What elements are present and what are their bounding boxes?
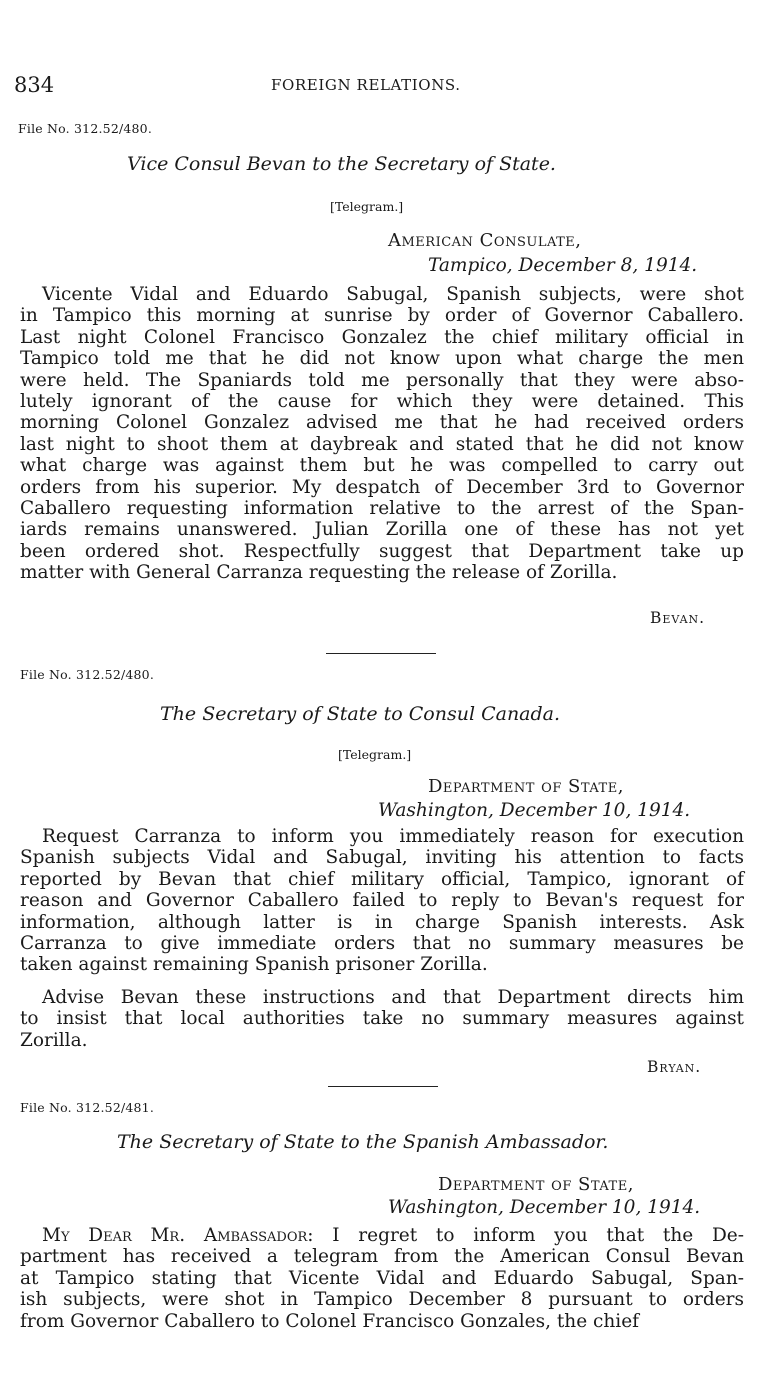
text-line: what charge was against them but he was compelled to carry out: [20, 455, 744, 477]
doc3-file-number: File No. 312.52/481.: [20, 1100, 155, 1115]
doc1-body: [20, 284, 744, 584]
text-line: Vicente Vidal and Eduardo Sabugal, Spanish subjects, were shot: [42, 284, 744, 305]
doc3-place: Department of State,: [438, 1174, 634, 1195]
doc1-title: Vice Consul Bevan to the Secretary of State.: [127, 153, 556, 175]
text-line: taken against remaining Spanish prisoner Zorilla.: [20, 954, 488, 976]
page-number: 834: [14, 73, 55, 97]
doc3-body-line: I regret to inform you that the De-: [332, 1225, 744, 1246]
doc3-salutation: My Dear Mr. Ambassador:: [42, 1225, 314, 1246]
text-line: from Governor Caballero to Colonel Francisco Gonzales, the chief: [20, 1310, 640, 1332]
doc2-place: Department of State,: [428, 776, 624, 797]
text-line: Last night Colonel Francisco Gonzalez the chief military official in: [20, 326, 744, 348]
text-line: morning Colonel Gonzalez advised me that he had received orders: [20, 412, 744, 434]
text-line: Request Carranza to inform you immediately reason for execution: [42, 826, 744, 847]
text-line: orders from his superior. My despatch of December 3rd to Governor: [20, 476, 744, 498]
doc1-place: American Consulate,: [388, 230, 582, 251]
doc2-body-paragraph-2: [20, 987, 744, 1051]
doc2-signature: Bryan.: [647, 1058, 702, 1076]
doc1-date: Tampico, December 8, 1914.: [428, 255, 698, 276]
text-line: reported by Bevan that chief military official, Tampico, ignorant of: [20, 868, 744, 890]
text-line: were held. The Spaniards told me personally that they were abso-: [20, 369, 744, 391]
doc3-body: [20, 1225, 744, 1332]
doc2-title: The Secretary of State to Consul Canada.: [160, 703, 561, 725]
text-line: partment has received a telegram from the American Consul Bevan: [20, 1246, 744, 1268]
doc3-body-first-line: [20, 1225, 744, 1246]
text-line: matter with General Carranza requesting the release of Zorilla.: [20, 562, 618, 584]
doc1-signature: Bevan.: [650, 609, 706, 627]
text-line: lutely ignorant of the cause for which they were detained. This: [20, 391, 744, 413]
doc2-body-paragraph-1: [20, 826, 744, 976]
doc2-date: Washington, December 10, 1914.: [378, 800, 691, 821]
text-line: information, although latter is in charge Spanish interests. Ask: [20, 911, 744, 933]
text-line: to insist that local authorities take no summary measures against: [20, 1008, 744, 1030]
doc2-telegram-label: [Telegram.]: [338, 747, 412, 762]
text-line: last night to shoot them at daybreak and stated that he did not know: [20, 433, 744, 455]
text-line: Carranza to give immediate orders that no summary measures be: [20, 933, 744, 955]
doc3-title: The Secretary of State to the Spanish Ambassador.: [117, 1131, 609, 1153]
text-line: Advise Bevan these instructions and that Department directs him: [42, 987, 744, 1008]
doc1-telegram-label: [Telegram.]: [330, 199, 404, 214]
text-line: Spanish subjects Vidal and Sabugal, inviting his attention to facts: [20, 847, 744, 869]
text-line: in Tampico this morning at sunrise by order of Governor Caballero.: [20, 305, 744, 327]
section-divider: [326, 653, 436, 654]
doc3-date: Washington, December 10, 1914.: [388, 1197, 701, 1218]
text-line: been ordered shot. Respectfully suggest that Department take up: [20, 540, 744, 562]
text-line: ish subjects, were shot in Tampico December 8 pursuant to orders: [20, 1289, 744, 1311]
running-title: FOREIGN RELATIONS.: [271, 76, 461, 94]
text-line: reason and Governor Caballero failed to reply to Bevan's request for: [20, 890, 744, 912]
text-line: iards remains unanswered. Julian Zorilla one of these has not yet: [20, 519, 744, 541]
doc1-file-number: File No. 312.52/480.: [18, 121, 153, 136]
text-line: Caballero requesting information relative to the arrest of the Span-: [20, 498, 744, 520]
section-divider: [328, 1086, 438, 1087]
text-line: Tampico told me that he did not know upon what charge the men: [20, 348, 744, 370]
text-line: at Tampico stating that Vicente Vidal and Eduardo Sabugal, Span-: [20, 1267, 744, 1289]
doc2-file-number: File No. 312.52/480.: [20, 667, 155, 682]
text-line: Zorilla.: [20, 1029, 88, 1051]
